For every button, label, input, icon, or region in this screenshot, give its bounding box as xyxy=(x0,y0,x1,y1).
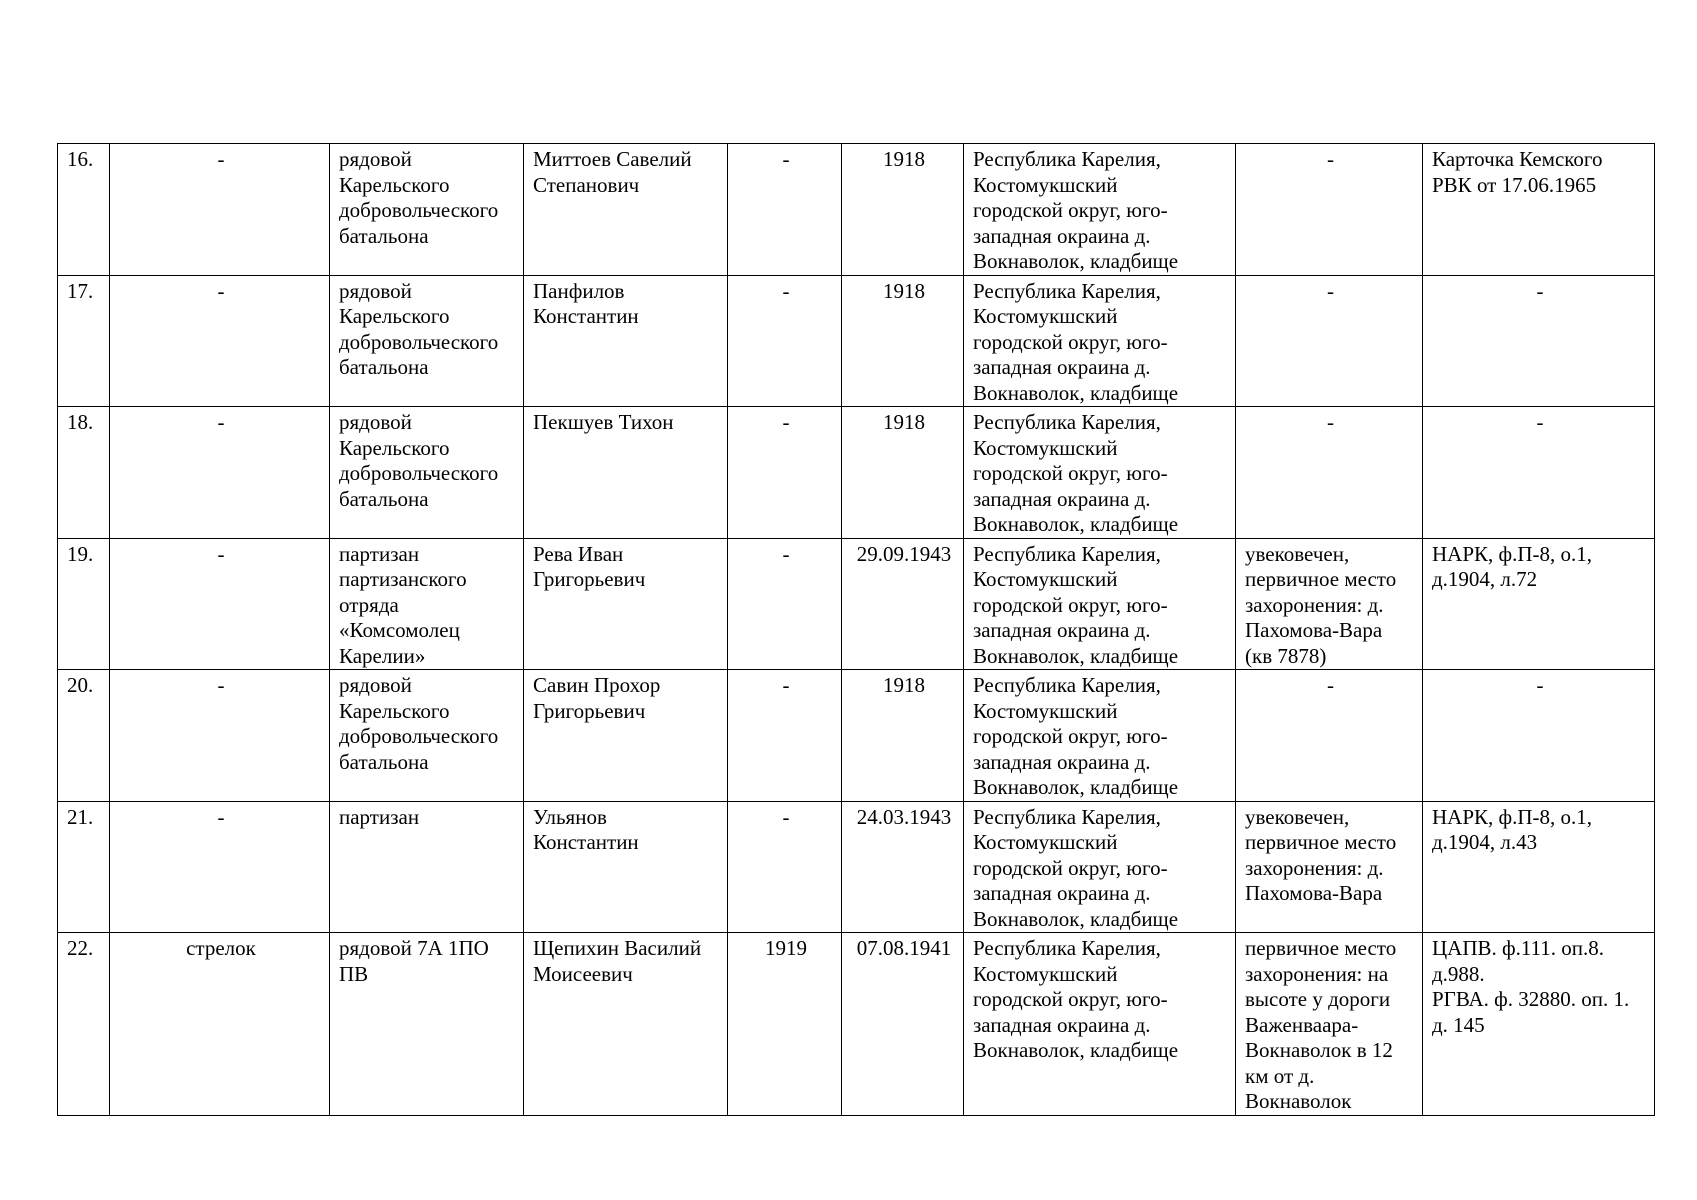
source-cell xyxy=(1423,670,1655,802)
cell-line: Ульянов xyxy=(533,804,607,829)
cell-line: Костомукшский xyxy=(973,304,1118,328)
cell-line: Республика Карелия, xyxy=(973,673,1161,697)
notes-cell xyxy=(1236,933,1423,1116)
table-row xyxy=(58,670,1655,802)
birth-year-cell: - xyxy=(728,670,842,802)
cell-line: городской округ, юго- xyxy=(973,198,1168,222)
cell-line: городской округ, юго- xyxy=(973,329,1168,354)
cell-line: Григорьевич xyxy=(533,698,646,723)
source-cell xyxy=(1423,801,1655,933)
birth-year-cell: - xyxy=(728,801,842,933)
cell-line: (кв 7878) xyxy=(1245,643,1327,668)
cell-line: Республика Карелия, xyxy=(973,804,1161,829)
cell-line: западная окраина д. xyxy=(973,881,1151,905)
position-cell: стрелок xyxy=(110,933,330,1116)
rank-unit-cell xyxy=(330,538,524,670)
cell-line: добровольческого xyxy=(339,329,499,354)
burial-place-cell xyxy=(964,933,1236,1116)
position-cell: - xyxy=(110,407,330,539)
cell-line: НАРК, ф.П-8, о.1, xyxy=(1432,541,1593,566)
cell-line: увековечен, xyxy=(1245,541,1350,566)
position-cell: - xyxy=(110,801,330,933)
cell-line: Костомукшский xyxy=(973,567,1118,591)
cell-line: Вокнаволок, кладбище xyxy=(973,643,1179,668)
cell-line: батальона xyxy=(339,355,429,379)
record-number-cell: 18. xyxy=(58,407,110,539)
burial-place-cell xyxy=(964,144,1236,276)
birth-year-cell: 1919 xyxy=(728,933,842,1116)
table-row xyxy=(58,801,1655,933)
cell-line: батальона xyxy=(339,223,429,248)
full-name-cell xyxy=(524,144,728,276)
cell-line: отряда xyxy=(339,592,399,617)
registry-body xyxy=(58,144,1655,1116)
rank-unit-cell xyxy=(330,933,524,1116)
cell-line: партизанского xyxy=(339,567,467,591)
cell-line: д.1904, л.43 xyxy=(1432,830,1538,854)
cell-line: Вокнаволок, кладбище xyxy=(973,512,1179,536)
cell-line: Костомукшский xyxy=(973,172,1118,197)
death-date-cell: 1918 xyxy=(842,407,964,539)
cell-line: д. 145 xyxy=(1432,1012,1485,1037)
birth-year-cell: - xyxy=(728,407,842,539)
rank-unit-cell xyxy=(330,407,524,539)
cell-line: партизан xyxy=(339,541,420,566)
cell-line: км от д. xyxy=(1245,1063,1315,1088)
cell-line: Важенваара- xyxy=(1245,1012,1359,1037)
cell-line: западная окраина д. xyxy=(973,1012,1151,1037)
table-row xyxy=(58,933,1655,1116)
cell-line: РГВА. ф. 32880. оп. 1. xyxy=(1432,987,1630,1011)
table-row xyxy=(58,144,1655,276)
record-number-cell: 19. xyxy=(58,538,110,670)
cell-line: - xyxy=(1536,673,1544,697)
notes-cell xyxy=(1236,801,1423,933)
table-row xyxy=(58,275,1655,407)
full-name-cell xyxy=(524,801,728,933)
notes-cell xyxy=(1236,144,1423,276)
cell-line: высоте у дороги xyxy=(1245,987,1391,1011)
cell-line: - xyxy=(1536,278,1544,303)
full-name-cell xyxy=(524,407,728,539)
source-cell xyxy=(1423,933,1655,1116)
death-date-cell: 1918 xyxy=(842,144,964,276)
cell-line: рядовой xyxy=(339,673,412,697)
notes-cell xyxy=(1236,538,1423,670)
record-number-cell: 16. xyxy=(58,144,110,276)
cell-line: Пахомова-Вара xyxy=(1245,881,1383,905)
cell-line: добровольческого xyxy=(339,198,499,222)
cell-line: - xyxy=(1536,410,1544,434)
cell-line: Республика Карелия, xyxy=(973,541,1161,566)
cell-line: Миттоев Савелий xyxy=(533,147,692,171)
cell-line: городской округ, юго- xyxy=(973,987,1168,1011)
burial-place-cell xyxy=(964,275,1236,407)
cell-line: Вокнаволок в 12 xyxy=(1245,1038,1393,1062)
cell-line: захоронения: д. xyxy=(1245,592,1384,617)
burial-place-cell xyxy=(964,538,1236,670)
record-number-cell: 21. xyxy=(58,801,110,933)
cell-line: ПВ xyxy=(339,961,369,986)
cell-line: Щепихин Василий xyxy=(533,936,702,960)
cell-line: рядовой 7А 1ПО xyxy=(339,936,489,960)
cell-line: Пахомова-Вара xyxy=(1245,618,1383,642)
cell-line: добровольческого xyxy=(339,724,499,748)
source-cell xyxy=(1423,538,1655,670)
burial-place-cell xyxy=(964,407,1236,539)
position-cell: - xyxy=(110,670,330,802)
death-date-cell: 29.09.1943 xyxy=(842,538,964,670)
cell-line: рядовой xyxy=(339,410,412,434)
cell-line: НАРК, ф.П-8, о.1, xyxy=(1432,804,1593,829)
position-cell: - xyxy=(110,538,330,670)
notes-cell xyxy=(1236,275,1423,407)
cell-line: Республика Карелия, xyxy=(973,147,1161,171)
rank-unit-cell xyxy=(330,275,524,407)
cell-line: Пекшуев Тихон xyxy=(533,410,674,434)
cell-line: Вокнаволок, кладбище xyxy=(973,775,1179,799)
source-cell xyxy=(1423,275,1655,407)
cell-line: партизан xyxy=(339,804,420,829)
death-date-cell: 1918 xyxy=(842,670,964,802)
burial-place-cell xyxy=(964,801,1236,933)
cell-line: Вокнаволок, кладбище xyxy=(973,1038,1179,1062)
full-name-cell xyxy=(524,933,728,1116)
cell-line: первичное место xyxy=(1245,936,1397,960)
rank-unit-cell xyxy=(330,801,524,933)
cell-line: Степанович xyxy=(533,172,640,197)
cell-line: Моисеевич xyxy=(533,961,633,986)
cell-line: Вокнаволок, кладбище xyxy=(973,249,1179,273)
notes-cell xyxy=(1236,670,1423,802)
cell-line: батальона xyxy=(339,486,429,511)
position-cell: - xyxy=(110,144,330,276)
cell-line: Константин xyxy=(533,304,639,328)
birth-year-cell: - xyxy=(728,144,842,276)
cell-line: Савин Прохор xyxy=(533,673,661,697)
cell-line: Григорьевич xyxy=(533,567,646,591)
table-row xyxy=(58,407,1655,539)
cell-line: рядовой xyxy=(339,278,412,303)
cell-line: первичное место xyxy=(1245,830,1397,854)
table-row xyxy=(58,538,1655,670)
cell-line: западная окраина д. xyxy=(973,618,1151,642)
birth-year-cell: - xyxy=(728,275,842,407)
cell-line: городской округ, юго- xyxy=(973,461,1168,485)
cell-line: д.1904, л.72 xyxy=(1432,567,1538,591)
birth-year-cell: - xyxy=(728,538,842,670)
cell-line: Вокнаволок, кладбище xyxy=(973,380,1179,405)
cell-line: ЦАПВ. ф.111. оп.8. xyxy=(1432,936,1605,960)
cell-line: Константин xyxy=(533,830,639,854)
cell-line: западная окраина д. xyxy=(973,355,1151,379)
cell-line: Республика Карелия, xyxy=(973,410,1161,434)
cell-line: РВК от 17.06.1965 xyxy=(1432,172,1597,197)
notes-cell xyxy=(1236,407,1423,539)
cell-line: Костомукшский xyxy=(973,961,1118,986)
cell-line: Карточка Кемского xyxy=(1432,147,1603,171)
source-cell xyxy=(1423,144,1655,276)
cell-line: западная окраина д. xyxy=(973,486,1151,511)
cell-line: Карельского xyxy=(339,304,450,328)
cell-line: Карелии» xyxy=(339,643,426,668)
cell-line: - xyxy=(1327,147,1334,171)
full-name-cell xyxy=(524,275,728,407)
cell-line: Карельского xyxy=(339,172,450,197)
position-cell: - xyxy=(110,275,330,407)
cell-line: Республика Карелия, xyxy=(973,936,1161,960)
cell-line: Костомукшский xyxy=(973,435,1118,460)
cell-line: западная окраина д. xyxy=(973,749,1151,774)
record-number-cell: 20. xyxy=(58,670,110,802)
cell-line: первичное место xyxy=(1245,567,1397,591)
cell-line: «Комсомолец xyxy=(339,618,460,642)
cell-line: захоронения: на xyxy=(1245,961,1389,986)
cell-line: рядовой xyxy=(339,147,412,171)
cell-line: захоронения: д. xyxy=(1245,855,1384,880)
cell-line: - xyxy=(1327,278,1334,303)
cell-line: городской округ, юго- xyxy=(973,855,1168,880)
rank-unit-cell xyxy=(330,144,524,276)
rank-unit-cell xyxy=(330,670,524,802)
cell-line: Костомукшский xyxy=(973,698,1118,723)
cell-line: Карельского xyxy=(339,698,450,723)
cell-line: Вокнаволок xyxy=(1245,1089,1352,1113)
cell-line: д.988. xyxy=(1432,961,1485,986)
cell-line: Республика Карелия, xyxy=(973,278,1161,303)
cell-line: добровольческого xyxy=(339,461,499,485)
death-date-cell: 1918 xyxy=(842,275,964,407)
cell-line: - xyxy=(1327,410,1334,434)
full-name-cell xyxy=(524,538,728,670)
full-name-cell xyxy=(524,670,728,802)
burial-place-cell xyxy=(964,670,1236,802)
cell-line: Вокнаволок, кладбище xyxy=(973,906,1179,931)
death-date-cell: 24.03.1943 xyxy=(842,801,964,933)
cell-line: западная окраина д. xyxy=(973,223,1151,248)
cell-line: - xyxy=(1327,673,1334,697)
burial-registry-table xyxy=(57,143,1655,1116)
record-number-cell: 22. xyxy=(58,933,110,1116)
cell-line: Панфилов xyxy=(533,278,625,303)
cell-line: увековечен, xyxy=(1245,804,1350,829)
death-date-cell: 07.08.1941 xyxy=(842,933,964,1116)
cell-line: Рева Иван xyxy=(533,541,624,566)
cell-line: Костомукшский xyxy=(973,830,1118,854)
source-cell xyxy=(1423,407,1655,539)
cell-line: батальона xyxy=(339,749,429,774)
cell-line: городской округ, юго- xyxy=(973,592,1168,617)
record-number-cell: 17. xyxy=(58,275,110,407)
cell-line: Карельского xyxy=(339,435,450,460)
cell-line: городской округ, юго- xyxy=(973,724,1168,748)
